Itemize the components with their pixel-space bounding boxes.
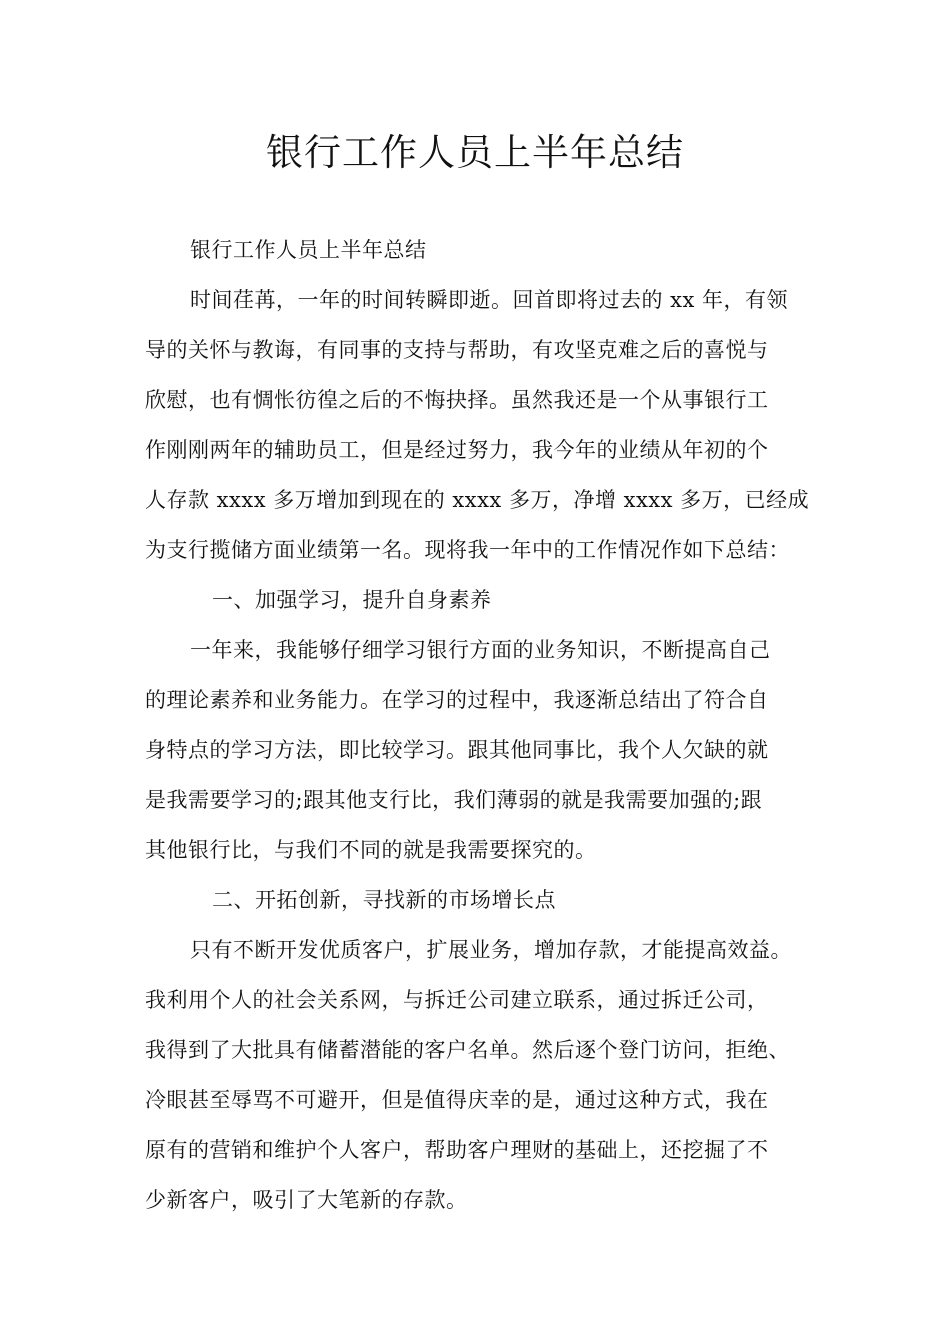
- paragraph-line: 身特点的学习方法，即比较学习。跟其他同事比，我个人欠缺的就: [145, 738, 769, 762]
- paragraph-line: 时间荏苒，一年的时间转瞬即逝。回首即将过去的 xx 年，有领: [190, 288, 789, 312]
- subtitle-line: 银行工作人员上半年总结: [190, 238, 427, 262]
- paragraph-line: 我利用个人的社会关系网，与拆迁公司建立联系，通过拆迁公司，: [145, 988, 769, 1012]
- paragraph-line: 导的关怀与教诲，有同事的支持与帮助，有攻坚克难之后的喜悦与: [145, 338, 769, 362]
- paragraph-line: 欣慰，也有惆怅彷徨之后的不悔抉择。虽然我还是一个从事银行工: [145, 388, 769, 412]
- paragraph-line: 我得到了大批具有储蓄潜能的客户名单。然后逐个登门访问，拒绝、: [145, 1038, 790, 1062]
- section-heading: 一、加强学习，提升自身素养: [212, 588, 492, 612]
- paragraph-line: 只有不断开发优质客户，扩展业务，增加存款，才能提高效益。: [190, 938, 792, 962]
- document-title: 银行工作人员上半年总结: [266, 131, 684, 174]
- paragraph-line: 作刚刚两年的辅助员工，但是经过努力，我今年的业绩从年初的个: [145, 438, 769, 462]
- paragraph-line: 冷眼甚至辱骂不可避开，但是值得庆幸的是，通过这种方式，我在: [145, 1088, 769, 1112]
- paragraph-line: 人存款 xxxx 多万增加到现在的 xxxx 多万，净增 xxxx 多万，已经成: [145, 488, 810, 512]
- paragraph-line: 的理论素养和业务能力。在学习的过程中，我逐渐总结出了符合自: [145, 688, 769, 712]
- section-heading: 二、开拓创新，寻找新的市场增长点: [212, 888, 556, 912]
- paragraph-line: 原有的营销和维护个人客户，帮助客户理财的基础上，还挖掘了不: [145, 1138, 769, 1162]
- paragraph-line: 一年来，我能够仔细学习银行方面的业务知识，不断提高自己: [190, 638, 771, 662]
- paragraph-line: 其他银行比，与我们不同的就是我需要探究的。: [145, 838, 597, 862]
- paragraph-line: 为支行揽储方面业绩第一名。现将我一年中的工作情况作如下总结：: [145, 538, 790, 562]
- paragraph-line: 少新客户，吸引了大笔新的存款。: [145, 1188, 468, 1212]
- paragraph-line: 是我需要学习的;跟其他支行比，我们薄弱的就是我需要加强的;跟: [145, 788, 763, 812]
